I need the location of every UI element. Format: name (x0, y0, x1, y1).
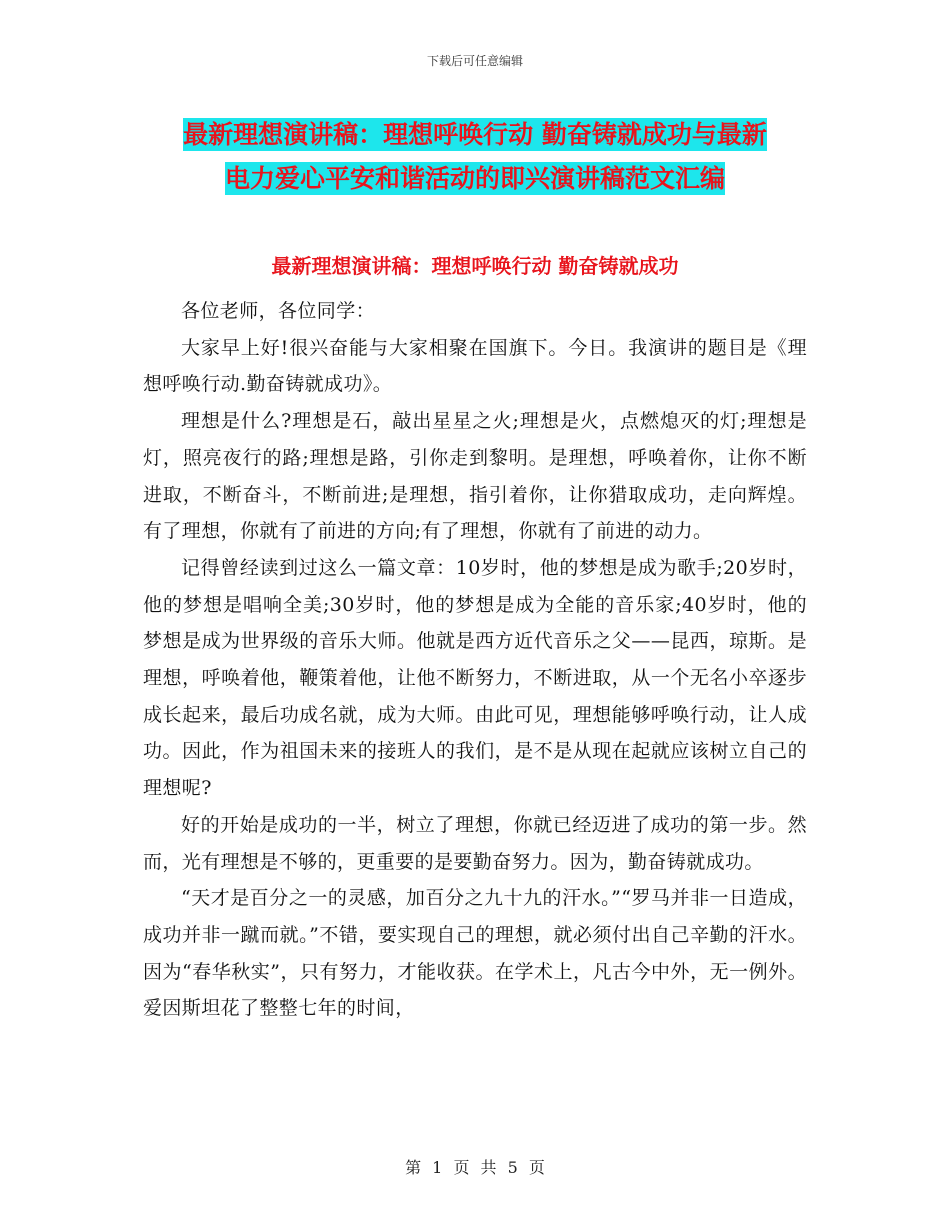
section-subtitle: 最新理想演讲稿：理想呼唤行动 勤奋铸就成功 (271, 254, 679, 278)
title-line-1: 最新理想演讲稿：理想呼唤行动 勤奋铸就成功与最新 (183, 120, 767, 149)
body-text (143, 293, 807, 1027)
paragraph: 大家早上好!很兴奋能与大家相聚在国旗下。今日。我演讲的题目是《理想呼唤行动.勤奋铸就成功》。 (143, 336, 807, 396)
paragraph: “天才是百分之一的灵感，加百分之九十九的汗水。”“罗马并非一日造成，成功并非一蹴而就。”不错，要实现自己的理想，就必须付出自己辛勤的汗水。因为“春华秋实”，只有努力，才能收获。在学术上，凡古今中外，无一例外。爱因斯坦花了整整七年的时间， (143, 887, 807, 1020)
paragraph-greeting: 各位老师，各位同学： (181, 300, 376, 322)
title-line-2: 电力爱心平安和谐活动的即兴演讲稿范文汇编 (224, 164, 725, 193)
page-number-footer: 第 1 页 共 5 页 (405, 1158, 545, 1177)
paragraph: 记得曾经读到过这么一篇文章：10岁时，他的梦想是成为歌手;20岁时，他的梦想是唱响全美;30岁时，他的梦想是成为全能的音乐家;40岁时，他的梦想是成为世界级的音乐大师。他就是西方近代音乐之父——昆西，琼斯。是理想，呼唤着他，鞭策着他，让他不断努力，不断进取，从一个无名小卒逐步成长起来，最后功成名就，成为大师。由此可见，理想能够呼唤行动，让人成功。因此，作为祖国未来的接班人的我们，是不是从现在起就应该树立自己的理想呢? (143, 556, 807, 800)
page-header-note: 下载后可任意编辑 (426, 54, 523, 68)
paragraph: 好的开始是成功的一半，树立了理想，你就已经迈进了成功的第一步。然而，光有理想是不够的，更重要的是要勤奋努力。因为，勤奋铸就成功。 (143, 813, 807, 873)
paragraph: 理想是什么?理想是石，敲出星星之火;理想是火，点燃熄灭的灯;理想是灯，照亮夜行的路;理想是路，引你走到黎明。是理想，呼唤着你，让你不断进取，不断奋斗，不断前进;是理想，指引着你，让你猎取成功，走向辉煌。有了理想，你就有了前进的方向;有了理想，你就有了前进的动力。 (143, 410, 807, 543)
document-title (0, 113, 950, 201)
